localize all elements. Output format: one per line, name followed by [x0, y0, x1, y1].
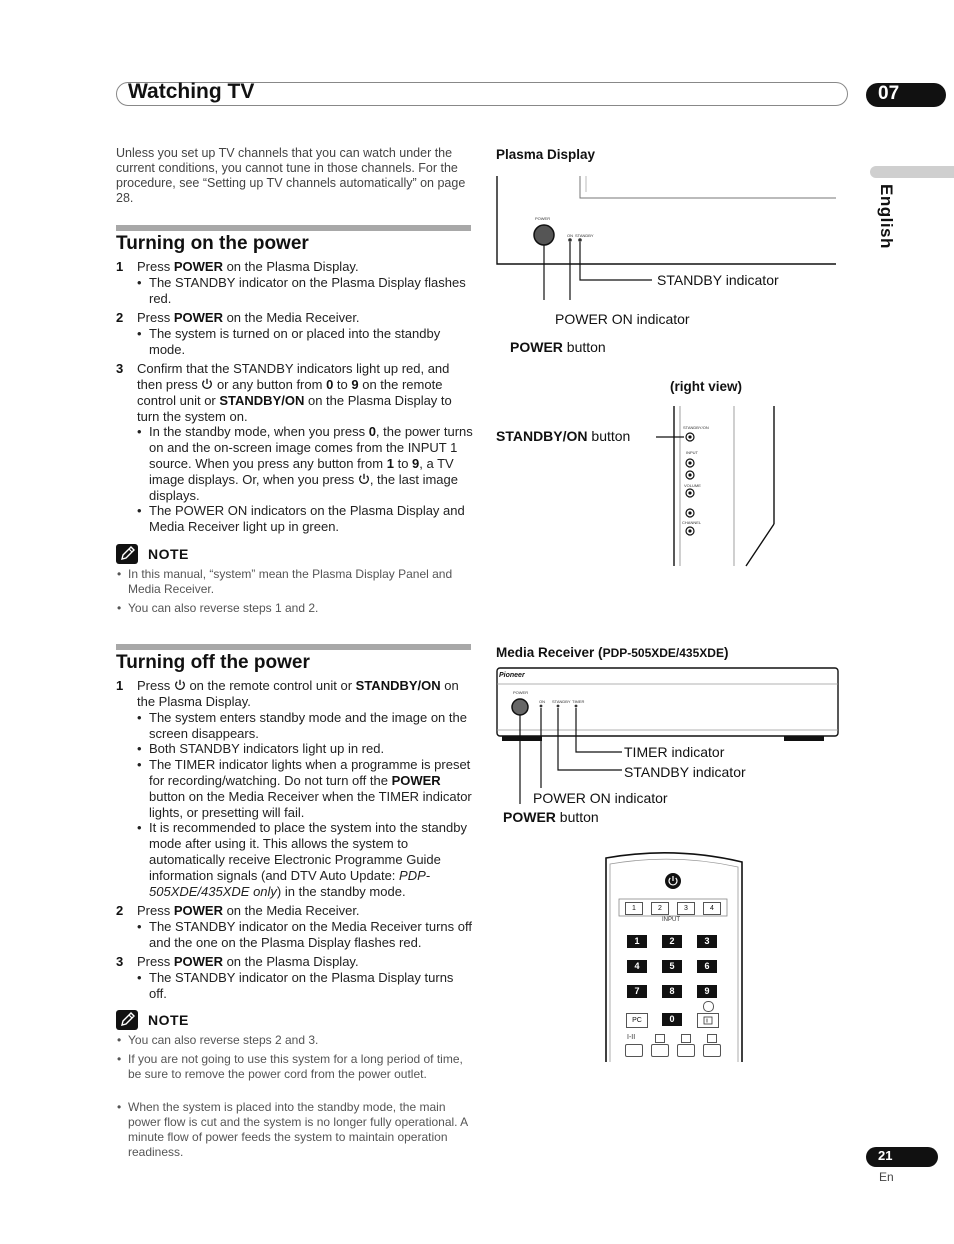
brand-logo: Pioneer: [499, 672, 525, 679]
note-item: • You can also reverse steps 2 and 3.: [116, 1033, 471, 1048]
remote-input-label: INPUT: [662, 917, 680, 923]
page-language: En: [879, 1170, 894, 1184]
note-item: • If you are not going to use this system for a long period of time, be sure to remove the power cord from the power outlet.: [116, 1052, 471, 1082]
language-label: English: [877, 184, 896, 249]
info-icon: [698, 1014, 718, 1027]
step-bullet: • Both STANDBY indicators light up in red.: [137, 741, 473, 757]
power-icon: [201, 378, 213, 390]
step-bullet: • The STANDBY indicator on the Plasma Display flashes red.: [137, 275, 473, 307]
callout-power-button: POWER button: [510, 339, 606, 355]
plasma-power-tiny-label: POWER: [535, 216, 551, 221]
section-rule: [116, 644, 471, 650]
step-bullet: • The STANDBY indicator on the Media Receiver turns off and the one on the Plasma Display flashes red.: [137, 919, 473, 951]
step-number: 1: [116, 259, 124, 274]
remote-function-key[interactable]: [651, 1044, 669, 1057]
figure-title-right-view: (right view): [670, 379, 743, 394]
page-number-badge: [866, 1147, 938, 1167]
callout-standby-indicator: STANDBY indicator: [657, 272, 779, 288]
page-title: Watching TV: [128, 80, 255, 103]
step-number: 1: [116, 678, 124, 693]
remote-number-key[interactable]: 5: [662, 960, 682, 973]
chapter-number: 07: [878, 83, 900, 104]
screen-icon: [655, 1034, 665, 1043]
plasma-standby-tiny-label: STANDBY: [575, 233, 594, 238]
remote-audio-key[interactable]: [625, 1044, 643, 1057]
remote-audio-label: I-II: [627, 1034, 636, 1041]
remote-zero-key[interactable]: 0: [662, 1013, 682, 1026]
remote-number-key[interactable]: 7: [627, 985, 647, 998]
step-text: Press POWER on the Plasma Display.: [137, 954, 359, 969]
callout-timer-indicator: TIMER indicator: [624, 744, 725, 760]
plasma-on-tiny-label: ON: [567, 233, 573, 238]
note-item: • In this manual, “system” mean the Plasma Display Panel and Media Receiver.: [116, 567, 471, 597]
remote-info-key[interactable]: [697, 1013, 719, 1028]
remote-input-key[interactable]: 4: [703, 902, 721, 915]
step-number: 2: [116, 903, 124, 918]
step-text: Press POWER on the Media Receiver.: [137, 903, 360, 918]
step-bullet: • The system is turned on or placed into the standby mode.: [137, 326, 473, 358]
step-text: Press POWER on the Media Receiver.: [137, 310, 360, 325]
remote-pc-key[interactable]: PC: [626, 1013, 648, 1028]
power-icon: [358, 473, 370, 485]
side-tiny-label: VOLUME: [684, 483, 701, 488]
step-bullet: • The TIMER indicator lights when a programme is preset for recording/watching. Do not turn off the POWER button on the Media Receiver when the TIMER indicator lights, or presetting will fail.: [137, 757, 473, 821]
callout-power-on-indicator: POWER ON indicator: [533, 790, 668, 806]
side-tiny-label: CHANNEL: [682, 520, 702, 525]
step-bullet: • The STANDBY indicator on the Plasma Display turns off.: [137, 970, 473, 1002]
remote-number-key[interactable]: 1: [627, 935, 647, 948]
page-number: 21: [878, 1148, 893, 1163]
remote-number-key[interactable]: 8: [662, 985, 682, 998]
step-bullet: • In the standby mode, when you press 0, the power turns on and the on-screen image comes from the INPUT 1 source. When you press any button from 1 to 9, a TV image displays. Or, when you press , the last image displays.: [137, 424, 473, 504]
section-title-on: Turning on the power: [116, 233, 309, 254]
remote-number-key[interactable]: 4: [627, 960, 647, 973]
note-item: • When the system is placed into the standby mode, the main power flow is cut and the system is no longer fully operational. A minute flow of power feeds the system to maintain operation readiness.: [116, 1100, 471, 1160]
note-title: NOTE: [148, 1012, 189, 1028]
remote-input-key[interactable]: 3: [677, 902, 695, 915]
step-text: Confirm that the STANDBY indicators light up red, and then press or any button from 0 to 9 on the remote control unit or STANDBY/ON on the Plasma Display to turn the system on.: [137, 361, 452, 424]
step-bullet: • The system enters standby mode and the image on the screen disappears.: [137, 710, 473, 742]
freeze-icon: [707, 1034, 717, 1043]
power-icon: [174, 679, 186, 691]
receiver-timer-tiny-label: TIMER: [572, 699, 585, 704]
receiver-on-tiny-label: ON: [539, 699, 545, 704]
step-bullet: • The POWER ON indicators on the Plasma Display and Media Receiver light up in green.: [137, 503, 473, 535]
split-screen-icon: [681, 1034, 691, 1043]
remote-number-key[interactable]: 6: [697, 960, 717, 973]
step-text: Press POWER on the Plasma Display.: [137, 259, 359, 274]
figure-title-plasma: Plasma Display: [496, 147, 596, 162]
note-item: • You can also reverse steps 1 and 2.: [116, 601, 471, 616]
intro-paragraph: Unless you set up TV channels that you can watch under the current conditions, you cannot tune in those channels. For the procedure, see “Setting up TV channels automatically” on page 28.: [116, 146, 466, 205]
side-tiny-label: INPUT: [686, 450, 698, 455]
figure-title-receiver: Media Receiver (PDP-505XDE/435XDE): [496, 645, 729, 660]
remote-number-key[interactable]: 3: [697, 935, 717, 948]
clock-icon: [703, 1001, 714, 1012]
step-number: 2: [116, 310, 124, 325]
step-bullet: • It is recommended to place the system into the standby mode after using it. This allows the system to automatically receive Electronic Programme Guide information signals (and DTV Auto Update: PDP-505XDE/435XDE only) in the standby mode.: [137, 820, 473, 900]
section-rule: [116, 225, 471, 231]
media-receiver-diagram: [494, 664, 844, 804]
remote-power-button[interactable]: [665, 873, 681, 889]
section-title-off: Turning off the power: [116, 652, 310, 673]
plasma-display-side-diagram: [640, 400, 790, 570]
callout-standby-indicator: STANDBY indicator: [624, 764, 746, 780]
remote-number-key[interactable]: 2: [662, 935, 682, 948]
callout-power-on-indicator: POWER ON indicator: [555, 311, 690, 327]
remote-input-key[interactable]: 1: [625, 902, 643, 915]
step-text: Press on the remote control unit or STANDBY/ON on the Plasma Display.: [137, 678, 459, 709]
note-pencil-icon: [116, 544, 138, 564]
step-number: 3: [116, 361, 124, 376]
callout-standby-on-button: STANDBY/ON button: [496, 428, 631, 444]
power-icon: [665, 873, 681, 889]
remote-function-key[interactable]: [677, 1044, 695, 1057]
remote-function-key[interactable]: [703, 1044, 721, 1057]
receiver-standby-tiny-label: STANDBY: [552, 699, 571, 704]
side-tiny-label: STANDBY/ON: [683, 425, 709, 430]
remote-input-key[interactable]: 2: [651, 902, 669, 915]
receiver-power-tiny-label: POWER: [513, 690, 529, 695]
callout-power-button: POWER button: [503, 809, 599, 825]
language-tab: [870, 166, 954, 178]
note-title: NOTE: [148, 546, 189, 562]
step-number: 3: [116, 954, 124, 969]
note-pencil-icon: [116, 1010, 138, 1030]
remote-number-key[interactable]: 9: [697, 985, 717, 998]
